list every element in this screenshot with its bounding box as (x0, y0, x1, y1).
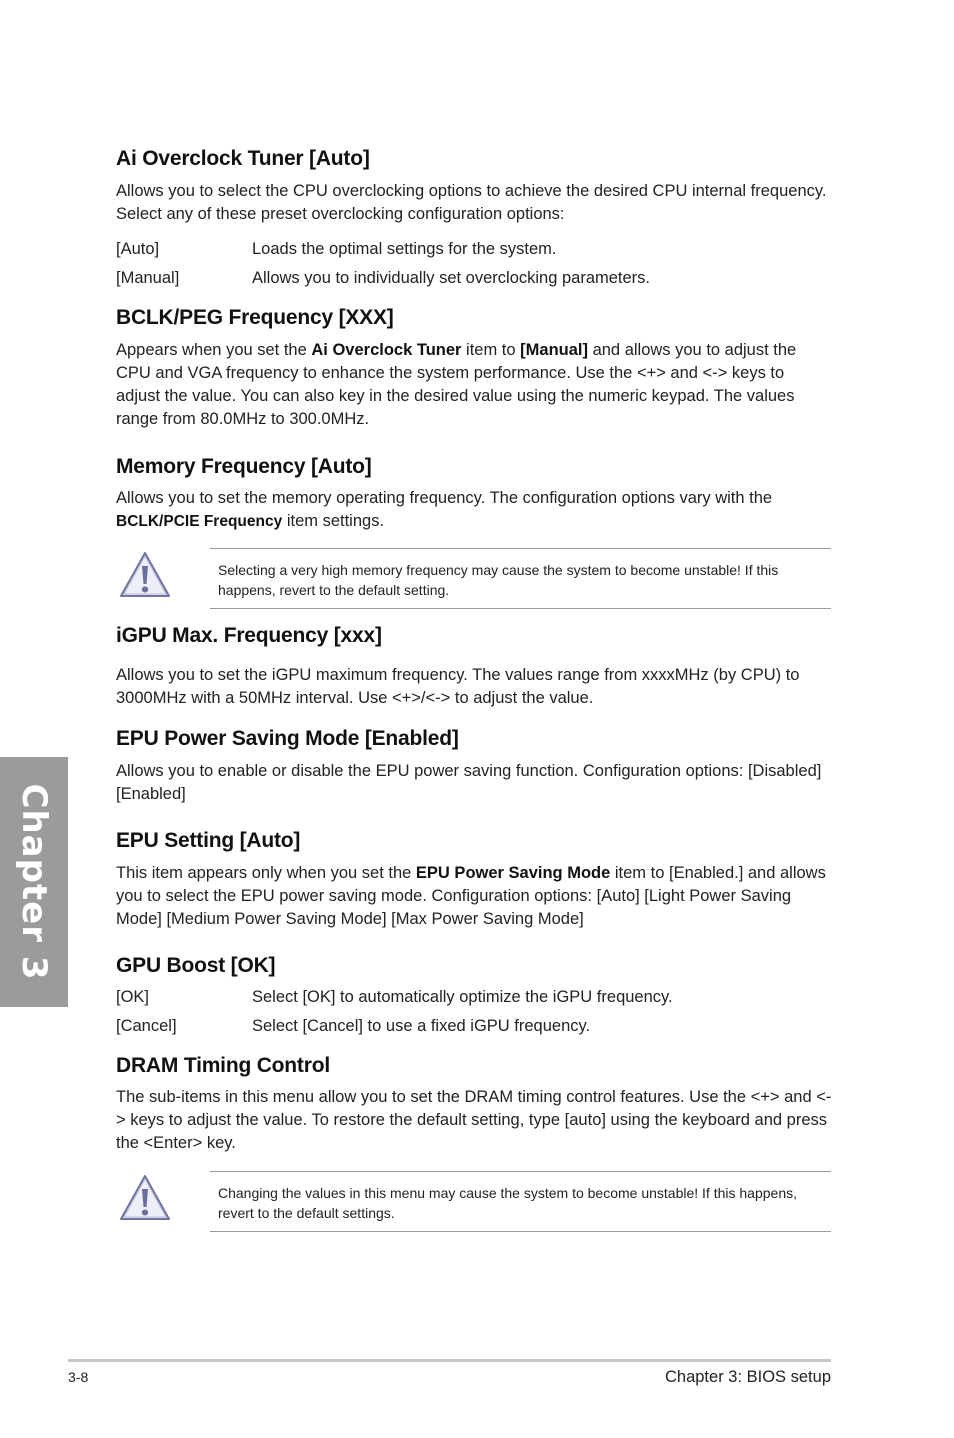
heading-ai-overclock-tuner: Ai Overclock Tuner [Auto] (116, 147, 370, 170)
option-row (116, 986, 673, 1009)
heading-igpu-max-frequency: iGPU Max. Frequency [xxx] (116, 624, 382, 647)
desc-epu-power-saving-mode: Allows you to enable or disable the EPU power saving function. Configuration options: [Disabled] [Enabled] (116, 762, 822, 803)
option-row (116, 267, 650, 290)
desc-igpu-max-frequency: Allows you to set the iGPU maximum frequency. The values range from xxxxMHz (by CPU) to 3000MHz with a 50MHz interval. Use <+>/<-> to adjust the value. (116, 666, 800, 707)
chapter-side-tab (0, 757, 68, 1007)
warning-triangle-icon (118, 550, 172, 600)
chapter-tab-label: Chapter 3 (14, 783, 54, 981)
option-value: Allows you to individually set overclocking parameters. (252, 269, 651, 287)
desc-memory-frequency: Allows you to set the memory operating frequency. The configuration options vary with the BCLK/PCIE Frequency item settings. (116, 489, 773, 530)
footer-divider (68, 1359, 831, 1362)
warning-triangle-icon (118, 1173, 172, 1223)
heading-dram-timing-control: DRAM Timing Control (116, 1054, 330, 1077)
heading-epu-power-saving-mode: EPU Power Saving Mode [Enabled] (116, 727, 459, 750)
option-key: [Manual] (116, 269, 180, 287)
desc-epu-setting: This item appears only when you set the EPU Power Saving Mode item to [Enabled.] and allows you to select the EPU power saving mode. Configuration options: [Auto] [Light Power Saving Mode] [Medium Power Saving Mode] [Max Power Saving Mode] (116, 864, 826, 928)
option-value: Select [OK] to automatically optimize the iGPU frequency. (252, 988, 673, 1006)
page-number: 3-8 (68, 1369, 89, 1385)
footer-chapter-title: Chapter 3: BIOS setup (664, 1368, 831, 1386)
heading-memory-frequency: Memory Frequency [Auto] (116, 455, 372, 478)
desc-ai-overclock-tuner: Allows you to select the CPU overclocking options to achieve the desired CPU internal frequency. Select any of these preset overclocking configuration options: (116, 182, 827, 223)
desc-bclk-peg-frequency: Appears when you set the Ai Overclock Tuner item to [Manual] and allows you to adjust the CPU and VGA frequency to enhance the system performance. Use the <+> and <-> keys to adjust the value. You can also key in the desired value using the numeric keypad. The values range from 80.0MHz to 300.0MHz. (116, 341, 797, 428)
heading-gpu-boost: GPU Boost [OK] (116, 954, 276, 977)
option-value: Loads the optimal settings for the system. (252, 240, 557, 258)
option-key: [Auto] (116, 240, 160, 258)
caution-note-text: Selecting a very high memory frequency may cause the system to become unstable! If this happens, revert to the default setting. (218, 562, 779, 598)
option-row (116, 238, 557, 261)
desc-dram-timing-control: The sub-items in this menu allow you to set the DRAM timing control features. Use the <+> and <-> keys to adjust the value. To restore the default setting, type [auto] using the keyboard and press the <Enter> key. (116, 1088, 832, 1152)
heading-bclk-peg-frequency: BCLK/PEG Frequency [XXX] (116, 306, 394, 329)
heading-epu-setting: EPU Setting [Auto] (116, 829, 301, 852)
caution-note-text: Changing the values in this menu may cause the system to become unstable! If this happens, revert to the default settings. (218, 1185, 797, 1221)
option-value: Select [Cancel] to use a fixed iGPU frequency. (252, 1017, 591, 1035)
option-row (116, 1015, 590, 1038)
option-key: [OK] (116, 988, 150, 1006)
option-key: [Cancel] (116, 1017, 177, 1035)
